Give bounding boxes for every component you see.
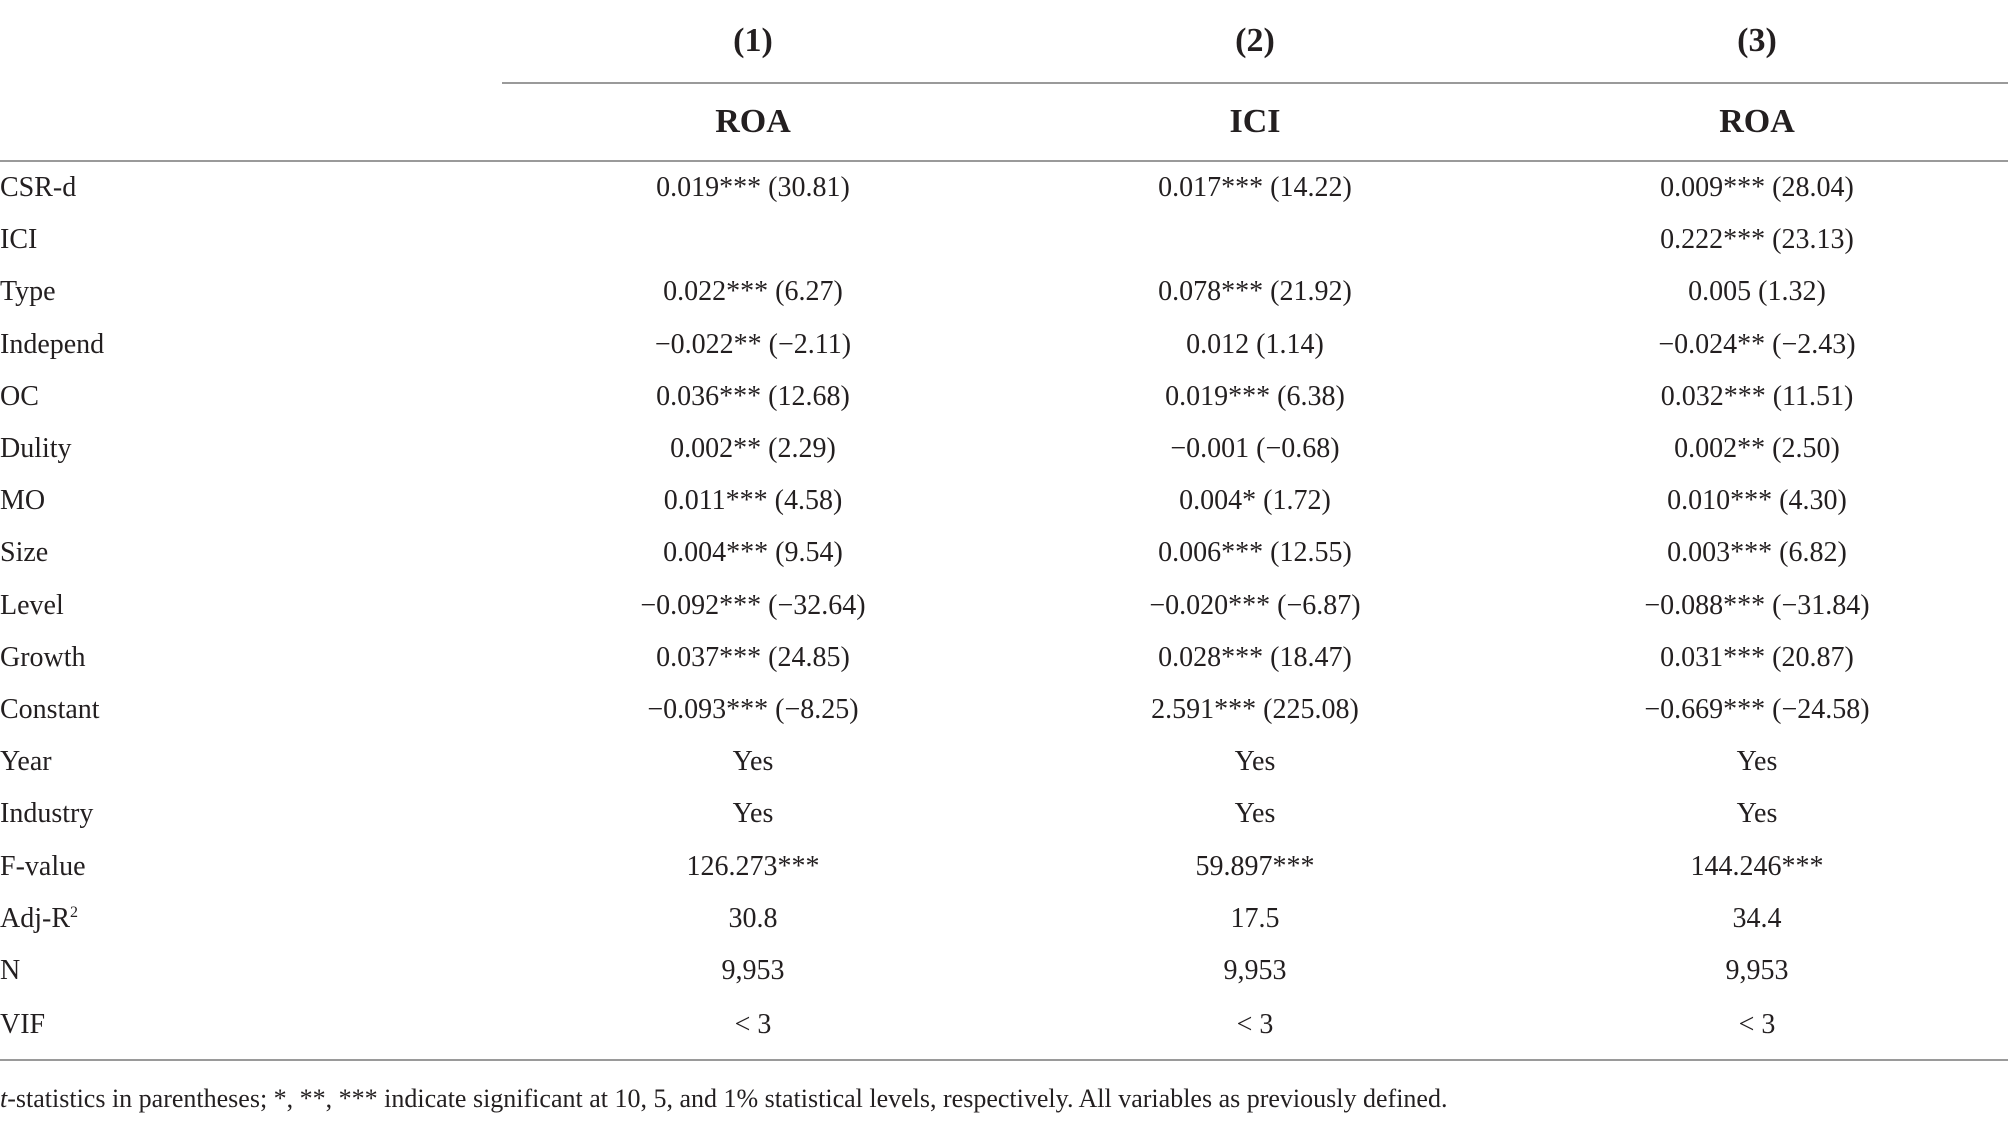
table-cell: 30.8 bbox=[728, 902, 778, 934]
table-row bbox=[0, 736, 2008, 788]
table-row bbox=[0, 684, 2008, 736]
table-cell: 0.005 (1.32) bbox=[1688, 276, 1826, 308]
row-label: Dulity bbox=[0, 433, 72, 465]
table-cell: 0.004*** (9.54) bbox=[663, 537, 843, 569]
row-label: VIF bbox=[0, 997, 502, 1060]
table-cell: 0.011*** (4.58) bbox=[663, 485, 843, 517]
table-cell: Yes bbox=[1234, 746, 1276, 778]
table-cell: 34.4 bbox=[1732, 902, 1782, 934]
table-cell: 0.006*** (12.55) bbox=[1158, 537, 1352, 569]
table-cell: 0.002** (2.50) bbox=[1674, 433, 1840, 465]
table-cell: Yes bbox=[1736, 746, 1778, 778]
header-row-dependent-vars bbox=[0, 83, 2008, 161]
table-cell: 2.591*** (225.08) bbox=[1151, 693, 1359, 725]
table-footnote bbox=[0, 1084, 1447, 1114]
table-cell: 0.002** (2.29) bbox=[670, 433, 836, 465]
table-row bbox=[0, 945, 2008, 997]
table-cell: −0.092*** (−32.64) bbox=[640, 589, 866, 621]
row-label: Year bbox=[0, 746, 52, 778]
table-cell: < 3 bbox=[1506, 997, 2008, 1060]
table-cell: Yes bbox=[732, 746, 774, 778]
dependent-var-1: ROA bbox=[502, 83, 1004, 161]
table-cell: 126.273*** bbox=[686, 850, 820, 882]
table-cell: −0.669*** (−24.58) bbox=[1644, 693, 1870, 725]
table-row bbox=[0, 527, 2008, 579]
header-blank-cell bbox=[0, 0, 502, 83]
footnote-text: -statistics in parentheses; *, **, *** indicate significant at 10, 5, and 1% statistical levels, respectively. All variables as previously defined. bbox=[7, 1084, 1448, 1113]
dependent-var-3: ROA bbox=[1506, 83, 2008, 161]
row-label: Independ bbox=[0, 328, 105, 360]
row-label: OC bbox=[0, 380, 39, 412]
table-cell bbox=[1004, 214, 1506, 266]
table-cell: 17.5 bbox=[1230, 902, 1280, 934]
table-cell: −0.022** (−2.11) bbox=[654, 328, 852, 360]
model-number-3: (3) bbox=[1506, 0, 2008, 83]
table-cell: 0.012 (1.14) bbox=[1186, 328, 1324, 360]
table-row bbox=[0, 997, 2008, 1060]
table-row bbox=[0, 319, 2008, 371]
table-row bbox=[0, 632, 2008, 684]
row-label: Level bbox=[0, 589, 64, 621]
table-cell bbox=[502, 214, 1004, 266]
footnote-italic-t: t bbox=[0, 1084, 8, 1113]
table-cell: 0.032*** (11.51) bbox=[1660, 380, 1854, 412]
dependent-var-2: ICI bbox=[1004, 83, 1506, 161]
table-cell: −0.088*** (−31.84) bbox=[1644, 589, 1870, 621]
model-number-1: (1) bbox=[502, 0, 1004, 83]
row-label: Type bbox=[0, 276, 56, 308]
table-row bbox=[0, 266, 2008, 318]
table-cell: −0.020*** (−6.87) bbox=[1149, 589, 1361, 621]
table-cell: 0.036*** (12.68) bbox=[656, 380, 850, 412]
table-cell: 0.019*** (6.38) bbox=[1165, 380, 1345, 412]
table-cell: Yes bbox=[1234, 798, 1276, 830]
row-label: N bbox=[0, 954, 21, 986]
row-label: ICI bbox=[0, 224, 38, 256]
row-label: Industry bbox=[0, 798, 94, 830]
table-cell: 9,953 bbox=[1725, 954, 1789, 986]
table-cell: 0.222*** (23.13) bbox=[1660, 224, 1854, 256]
table-cell: 0.004* (1.72) bbox=[1179, 485, 1331, 517]
table-row bbox=[0, 214, 2008, 266]
row-label: F-value bbox=[0, 850, 86, 882]
table-cell: 0.037*** (24.85) bbox=[656, 641, 850, 673]
row-label-text: Adj-R bbox=[0, 902, 70, 934]
table-row bbox=[0, 893, 2008, 945]
table-body bbox=[0, 161, 2008, 1060]
table-cell: 0.031*** (20.87) bbox=[1660, 641, 1854, 673]
table-cell: 9,953 bbox=[721, 954, 785, 986]
row-label: Growth bbox=[0, 641, 86, 673]
table-row bbox=[0, 423, 2008, 475]
table-cell: < 3 bbox=[1004, 997, 1506, 1060]
table-cell: 59.897*** bbox=[1195, 850, 1315, 882]
table-row bbox=[0, 475, 2008, 527]
row-label-superscript: 2 bbox=[70, 903, 78, 921]
row-label: Size bbox=[0, 537, 49, 569]
table-cell: < 3 bbox=[502, 997, 1004, 1060]
header-blank-cell bbox=[0, 83, 502, 161]
table-cell: 0.019*** (30.81) bbox=[656, 172, 850, 204]
row-label: CSR-d bbox=[0, 172, 77, 204]
table-cell: 0.003*** (6.82) bbox=[1667, 537, 1847, 569]
table-cell: 9,953 bbox=[1223, 954, 1287, 986]
table-cell: 0.028*** (18.47) bbox=[1158, 641, 1352, 673]
table-row bbox=[0, 161, 2008, 214]
table-cell: Yes bbox=[732, 798, 774, 830]
model-number-2: (2) bbox=[1004, 0, 1506, 83]
row-label: MO bbox=[0, 485, 46, 517]
table-cell: 0.009*** (28.04) bbox=[1660, 172, 1854, 204]
table-cell: 0.017*** (14.22) bbox=[1158, 172, 1352, 204]
row-label: Constant bbox=[0, 693, 100, 725]
table-row bbox=[0, 840, 2008, 892]
table-cell: 0.010*** (4.30) bbox=[1667, 485, 1847, 517]
table-cell: 144.246*** bbox=[1690, 850, 1824, 882]
table-cell: −0.001 (−0.68) bbox=[1170, 433, 1340, 465]
table-cell: −0.093*** (−8.25) bbox=[647, 693, 859, 725]
table-cell: −0.024** (−2.43) bbox=[1658, 328, 1856, 360]
table-cell: Yes bbox=[1736, 798, 1778, 830]
row-label bbox=[0, 893, 502, 945]
table-row bbox=[0, 371, 2008, 423]
table-row bbox=[0, 788, 2008, 840]
table-row bbox=[0, 580, 2008, 632]
table-cell: 0.078*** (21.92) bbox=[1158, 276, 1352, 308]
header-row-model-numbers bbox=[0, 0, 2008, 83]
table-cell: 0.022*** (6.27) bbox=[663, 276, 843, 308]
